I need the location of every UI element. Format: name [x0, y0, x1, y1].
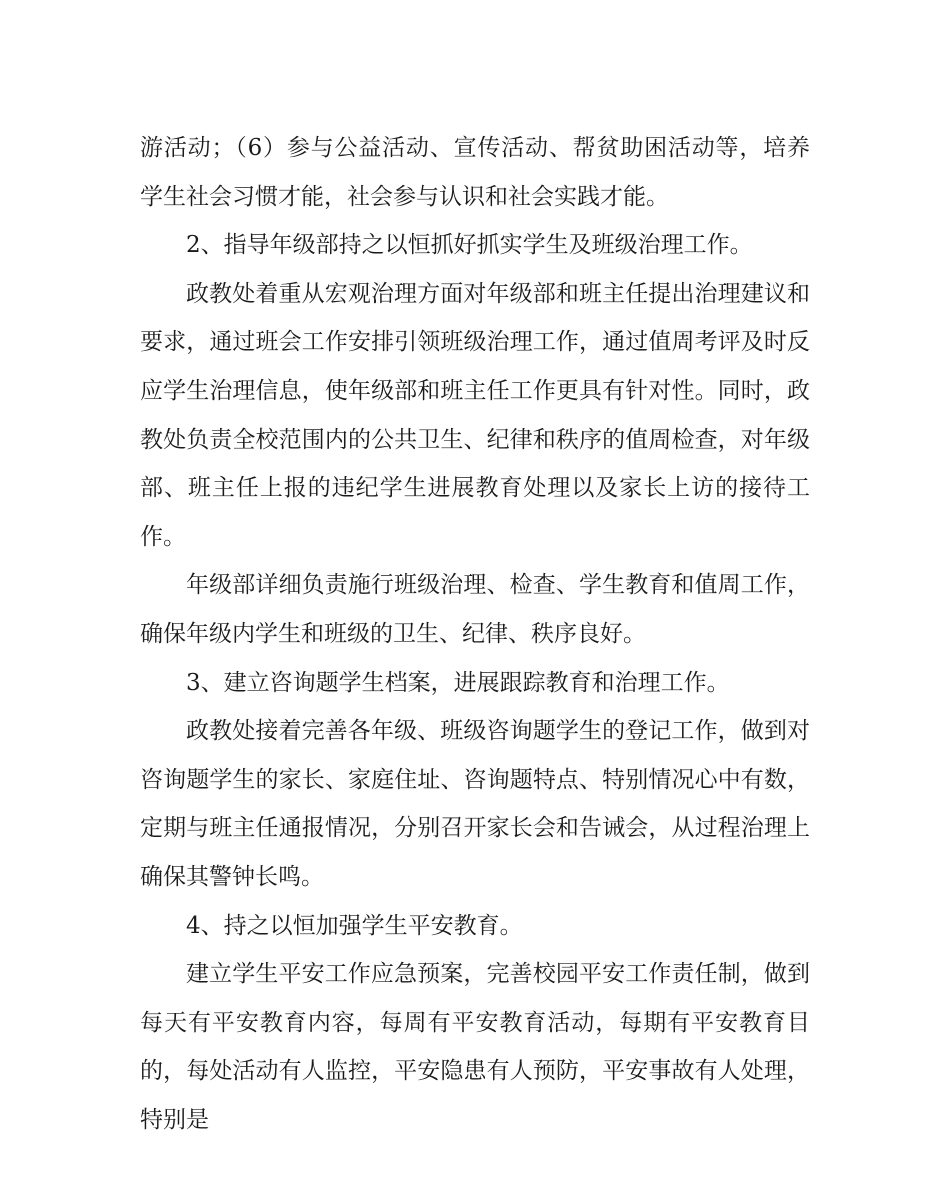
paragraph-body: 年级部详细负责施行班级治理、检查、学生教育和值周工作，确保年级内学生和班级的卫生、纪律、秩序良好。: [140, 572, 810, 647]
paragraph-body: 建立学生平安工作应急预案，完善校园平安工作责任制，做到每天有平安教育内容，每周有平安教育活动，每期有平安教育目的，每处活动有人监控，平安隐患有人预防，平安事故有人处理，特别是: [140, 961, 810, 1133]
paragraph-heading-4: 4、持之以恒加强学生平安教育。: [186, 912, 523, 939]
paragraph-heading-3: 3、建立咨询题学生档案，进展跟踪教育和治理工作。: [186, 669, 730, 696]
paragraph-body: 政教处着重从宏观治理方面对年级部和班主任提出治理建议和要求，通过班会工作安排引领班级治理工作，通过值周考评及时反应学生治理信息，使年级部和班主任工作更具有针对性。同时，政教处负责全校范围内的公共卫生、纪律和秩序的值周检查，对年级部、班主任上报的违纪学生进展教育处理以及家长上访的接待工作。: [140, 280, 810, 550]
paragraph-body: 政教处接着完善各年级、班级咨询题学生的登记工作，做到对咨询题学生的家长、家庭住址、咨询题特点、特别情况心中有数，定期与班主任通报情况，分别召开家长会和告诫会，从过程治理上确保其警钟长鸣。: [140, 718, 810, 890]
paragraph-heading-2: 2、指导年级部持之以恒抓好抓实学生及班级治理工作。: [186, 232, 753, 259]
paragraph-continuation: 游活动；（6）参与公益活动、宣传活动、帮贫助困活动等，培养学生社会习惯才能，社会参与认识和社会实践才能。: [140, 135, 810, 210]
document-body: [140, 124, 810, 1144]
